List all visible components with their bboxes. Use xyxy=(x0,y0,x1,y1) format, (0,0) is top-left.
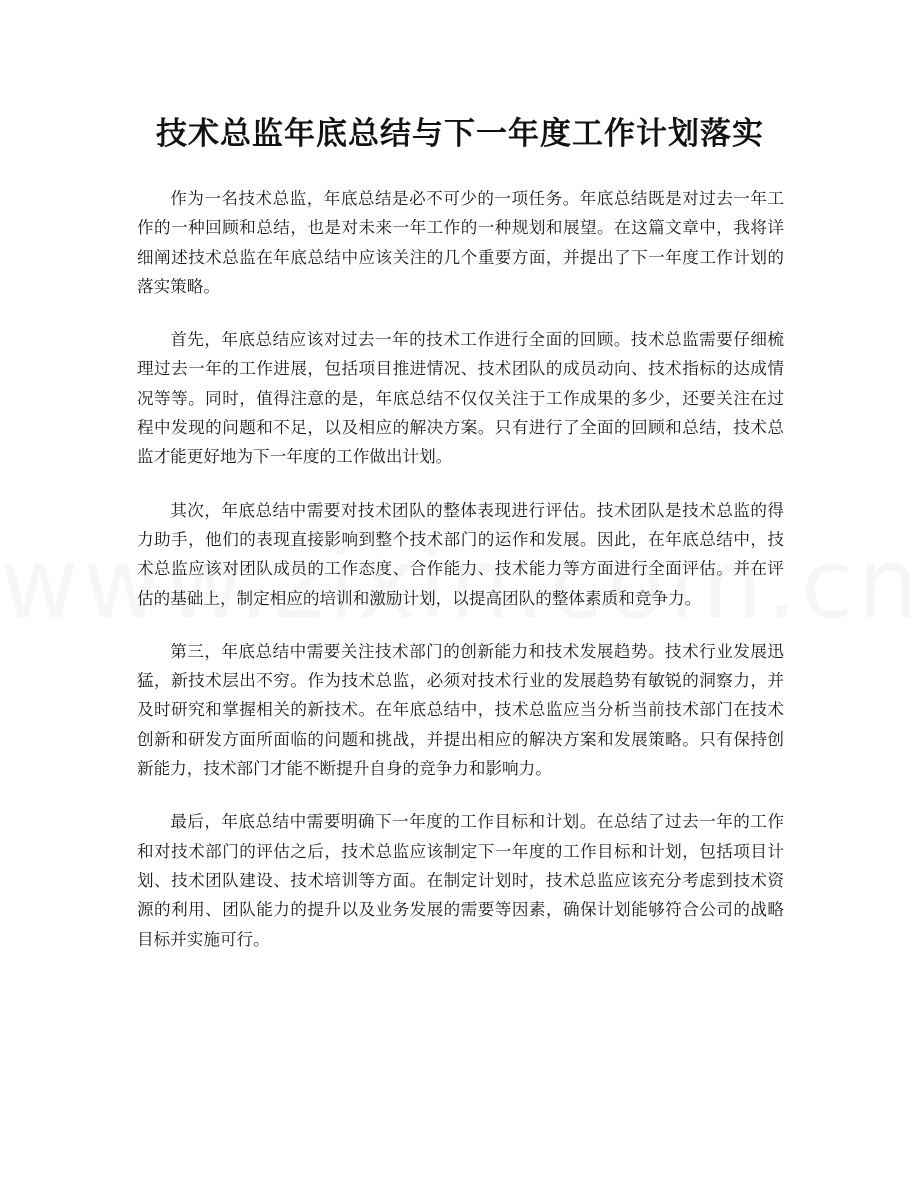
document-body xyxy=(137,184,784,978)
paragraph-third: 第三，年底总结中需要关注技术部门的创新能力和技术发展趋势。技术行业发展迅猛，新技术层出不穷。作为技术总监，必须对技术行业的发展趋势有敏锐的洞察力，并及时研究和掌握相关的新技术。在年底总结中，技术总监应当分析当前技术部门在技术创新和研发方面所面临的问题和挑战，并提出相应的解决方案和发展策略。只有保持创新能力，技术部门才能不断提升自身的竞争力和影响力。 xyxy=(137,641,784,779)
paragraph-intro: 作为一名技术总监，年底总结是必不可少的一项任务。年底总结既是对过去一年工作的一种回顾和总结，也是对未来一年工作的一种规划和展望。在这篇文章中，我将详细阐述技术总监在年底总结中应该关注的几个重要方面，并提出了下一年度工作计划的落实策略。 xyxy=(137,189,784,296)
paragraph-last: 最后，年底总结中需要明确下一年度的工作目标和计划。在总结了过去一年的工作和对技术部门的评估之后，技术总监应该制定下一年度的工作目标和计划，包括项目计划、技术团队建设、技术培训等方面。在制定计划时，技术总监应该充分考虑到技术资源的利用、团队能力的提升以及业务发展的需要等因素，确保计划能够符合公司的战略目标并实施可行。 xyxy=(137,812,784,949)
paragraph-second: 其次，年底总结中需要对技术团队的整体表现进行评估。技术团队是技术总监的得力助手，他们的表现直接影响到整个技术部门的运作和发展。因此，在年底总结中，技术总监应该对团队成员的工作态度、合作能力、技术能力等方面进行全面评估。并在评估的基础上，制定相应的培训和激励计划，以提高团队的整体素质和竞争力。 xyxy=(137,500,784,608)
page-title: 技术总监年底总结与下一年度工作计划落实 xyxy=(156,116,764,152)
paragraph-first: 首先，年底总结应该对过去一年的技术工作进行全面的回顾。技术总监需要仔细梳理过去一年的工作进展，包括项目推进情况、技术团队的成员动向、技术指标的达成情况等等。同时，值得注意的是，年底总结不仅仅关注于工作成果的多少，还要关注在过程中发现的问题和不足，以及相应的解决方案。只有进行了全面的回顾和总结，技术总监才能更好地为下一年度的工作做出计划。 xyxy=(137,330,784,467)
